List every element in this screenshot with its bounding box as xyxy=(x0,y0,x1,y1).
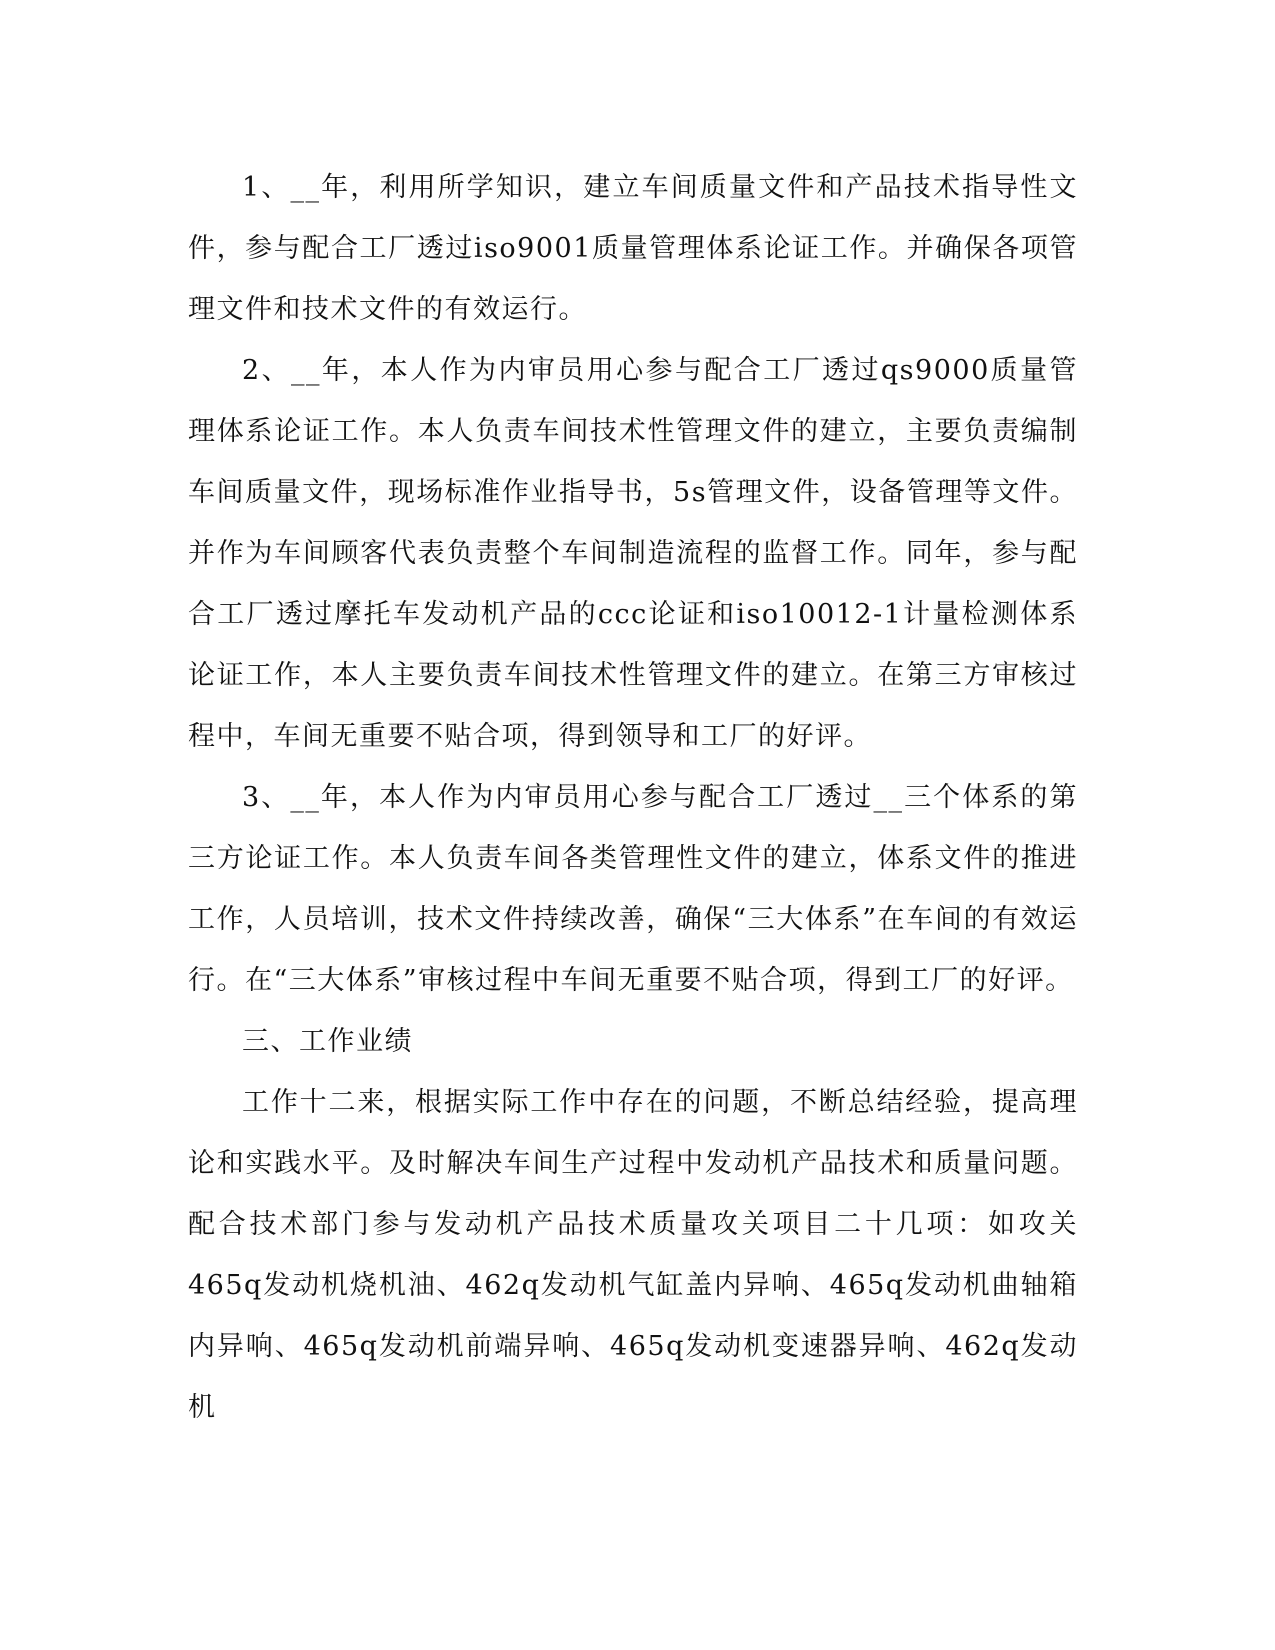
paragraph-1: 1、__年，利用所学知识，建立车间质量文件和产品技术指导性文件，参与配合工厂透过iso9001质量管理体系论证工作。并确保各项管理文件和技术文件的有效运行。 xyxy=(188,172,1078,325)
paragraph-4: 工作十二来，根据实际工作中存在的问题，不断总结经验，提高理论和实践水平。及时解决车间生产过程中发动机产品技术和质量问题。配合技术部门参与发动机产品技术质量攻关项目二十几项：如攻关465q发动机烧机油、462q发动机气缸盖内异响、465q发动机曲轴箱内异响、465q发动机前端异响、465q发动机变速器异响、462q发动机 xyxy=(188,1087,1078,1423)
paragraph-3: 3、__年，本人作为内审员用心参与配合工厂透过__三个体系的第三方论证工作。本人负责车间各类管理性文件的建立，体系文件的推进工作，人员培训，技术文件持续改善，确保“三大体系”在车间的有效运行。在“三大体系”审核过程中车间无重要不贴合项，得到工厂的好评。 xyxy=(188,782,1078,996)
document-body xyxy=(188,157,1078,1438)
paragraph-2: 2、__年，本人作为内审员用心参与配合工厂透过qs9000质量管理体系论证工作。本人负责车间技术性管理文件的建立，主要负责编制车间质量文件，现场标准作业指导书，5s管理文件，设备管理等文件。并作为车间顾客代表负责整个车间制造流程的监督工作。同年，参与配合工厂透过摩托车发动机产品的ccc论证和iso10012-1计量检测体系论证工作，本人主要负责车间技术性管理文件的建立。在第三方审核过程中，车间无重要不贴合项，得到领导和工厂的好评。 xyxy=(188,355,1078,752)
section-heading: 三、工作业绩 xyxy=(242,1026,413,1057)
